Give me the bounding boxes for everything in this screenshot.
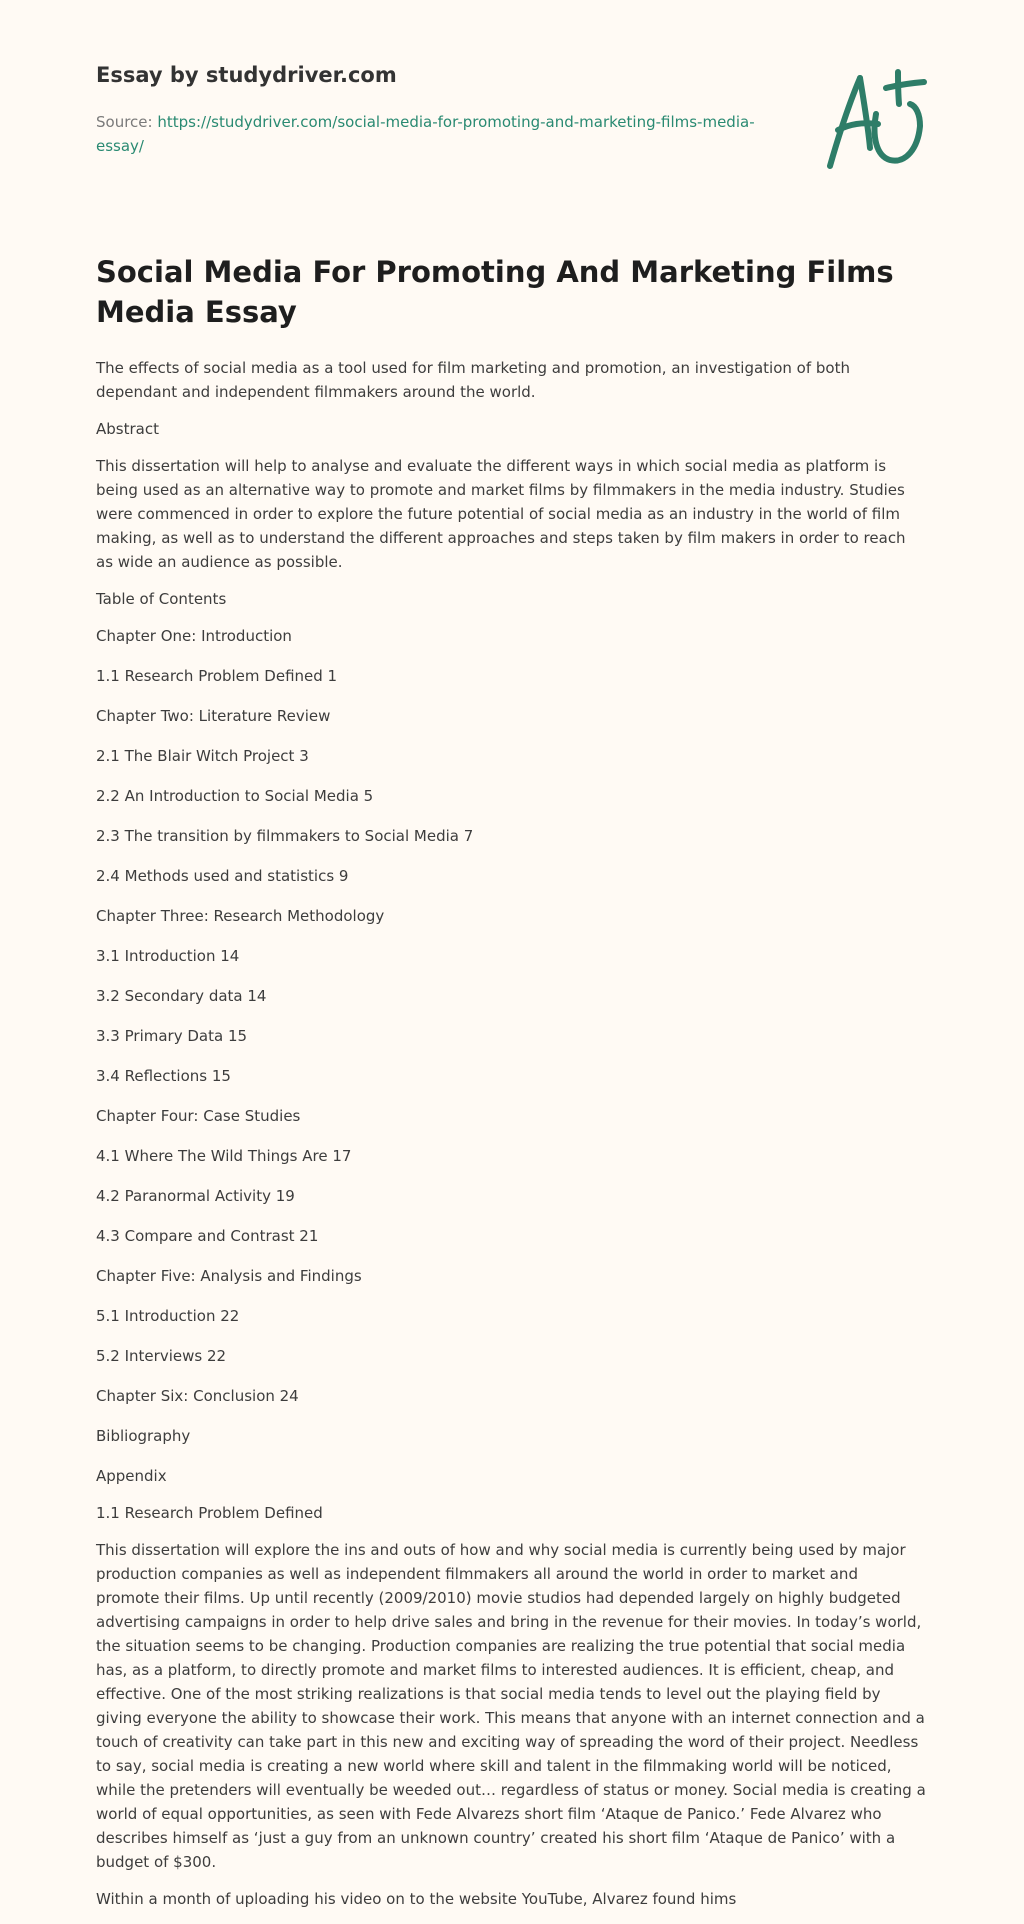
toc-item: 5.2 Interviews 22 [96, 1347, 227, 1365]
toc-item: 2.3 The transition by filmmakers to Social Media 7 [96, 827, 474, 845]
section-heading: 1.1 Research Problem Defined [96, 1504, 323, 1522]
appendix-label: Appendix [96, 1467, 167, 1485]
toc-item: 2.4 Methods used and statistics 9 [96, 867, 349, 885]
toc-item: 4.2 Paranormal Activity 19 [96, 1187, 295, 1205]
article [96, 252, 926, 1924]
toc-item: Chapter Three: Research Methodology [96, 907, 385, 925]
a-plus-logo [820, 66, 932, 174]
abstract-label: Abstract [96, 420, 159, 438]
toc-item: Chapter Six: Conclusion 24 [96, 1387, 299, 1405]
toc-item: 1.1 Research Problem Defined 1 [96, 667, 338, 685]
toc-label: Table of Contents [96, 590, 227, 608]
toc-item: 3.1 Introduction 14 [96, 947, 240, 965]
intro-paragraph: The effects of social media as a tool used for film marketing and promotion, an investigation of both dependant and independent filmmakers around the world. [96, 359, 850, 401]
toc-item: 3.2 Secondary data 14 [96, 987, 267, 1005]
toc-item: 4.1 Where The Wild Things Are 17 [96, 1147, 352, 1165]
body-paragraph: This dissertation will explore the ins and outs of how and why social media is currently being used by major production companies as well as independent filmmakers all around the world in order to market and promote their films. Up until recently (2009/2010) movie studios had depended largely on highly budgeted advertising campaigns in order to help drive sales and bring in the revenue for their movies. In today’s world, the situation seems to be changing. Production companies are realizing the true potential that social media has, as a platform, to directly promote and market films to interested audiences. It is efficient, cheap, and effective. One of the most striking realizations is that social media tends to level out the playing field by giving everyone the ability to showcase their work. This means that anyone with an internet connection and a touch of creativity can take part in this new and exciting way of spreading the word of their project. Needless to say, social media is creating a new world where skill and talent in the filmmaking world will be noticed, while the pretenders will eventually be weeded out… regardless of status or money. Social media is creating a world of equal opportunities, as seen with Fede Alvarezs short film ‘Ataque de Panico.’ Fede Alvarez who describes himself as ‘just a guy from an unknown country’ created his short film ‘Ataque de Panico’ with a budget of $300. [96, 1541, 926, 1871]
source-label: Source: [96, 113, 153, 131]
source-line [96, 110, 756, 158]
toc-item: Chapter Two: Literature Review [96, 707, 331, 725]
source-link[interactable]: https://studydriver.com/social-media-for-promoting-and-marketing-films-media-essay/ [96, 113, 755, 155]
toc-item: 2.2 An Introduction to Social Media 5 [96, 787, 374, 805]
toc-item: Chapter Five: Analysis and Findings [96, 1267, 362, 1285]
toc-item: 3.4 Reflections 15 [96, 1067, 231, 1085]
toc-item: Chapter Four: Case Studies [96, 1107, 301, 1125]
toc-item: 2.1 The Blair Witch Project 3 [96, 747, 309, 765]
table-of-contents [96, 624, 926, 1448]
header [96, 60, 756, 158]
toc-item: 3.3 Primary Data 15 [96, 1027, 248, 1045]
toc-item: Chapter One: Introduction [96, 627, 292, 645]
toc-item: Bibliography [96, 1427, 191, 1445]
abstract-paragraph: This dissertation will help to analyse and evaluate the different ways in which social media as platform is being used as an alternative way to promote and market films by filmmakers in the media industry. Studies were commenced in order to explore the future potential of social media as an industry in the world of film making, as well as to understand the different approaches and steps taken by film makers in order to reach as wide an audience as possible. [96, 457, 906, 571]
brand-title: Essay by studydriver.com [96, 63, 397, 87]
article-title: Social Media For Promoting And Marketing Films Media Essay [96, 255, 894, 329]
toc-item: 5.1 Introduction 22 [96, 1307, 240, 1325]
truncated-paragraph: Within a month of uploading his video on to the website YouTube, Alvarez found hims [96, 1890, 737, 1908]
toc-item: 4.3 Compare and Contrast 21 [96, 1227, 319, 1245]
